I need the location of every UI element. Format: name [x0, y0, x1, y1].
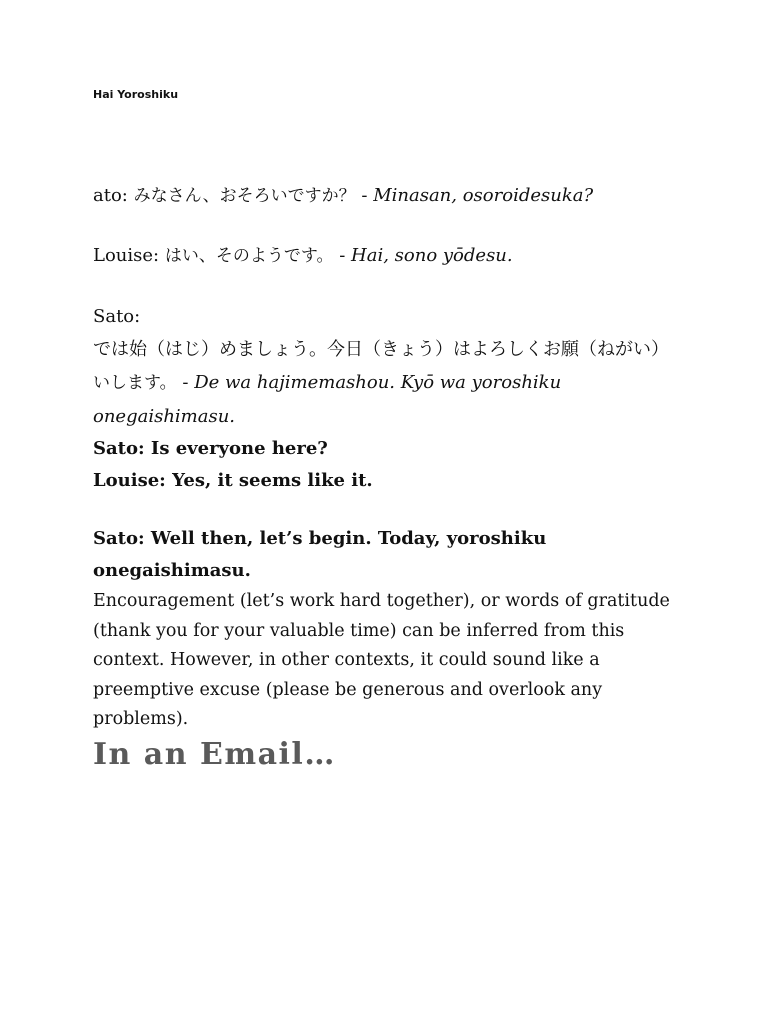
speaker-label: Louise:: [93, 245, 160, 266]
commentary-paragraph: Encouragement (let’s work hard together), or words of gratitude (thank you for your valuable time) can be inferred from this context. However, in other contexts, it could sound like a preemptive excuse (please be generous and overlook any problems).: [93, 591, 670, 729]
japanese-romaji-row-2: [93, 366, 683, 400]
translation-line-3-row-1: Sato: Well then, let’s begin. Today, yoroshiku: [93, 528, 547, 549]
translation-line-1: Sato: Is everyone here?: [93, 438, 328, 459]
romaji-text: Minasan, osoroidesuka?: [373, 185, 594, 206]
document-body: [93, 180, 683, 775]
dialogue-line-2: [93, 240, 683, 272]
separator: -: [361, 185, 368, 206]
translation-line-3: [93, 523, 683, 587]
translation-line-2: Louise: Yes, it seems like it.: [93, 470, 373, 491]
speaker-label: Sato:: [93, 306, 141, 327]
romaji-text-row-2: onegaishimasu.: [93, 406, 236, 427]
romaji-text-row-1: De wa hajimemashou. Kyō wa yoroshiku: [194, 372, 562, 393]
running-header: Hai Yoroshiku: [93, 88, 179, 101]
japanese-text-row-1: では始（はじ）めましょう。今日（きょう）はよろしくお願（ねがい）: [93, 339, 669, 360]
romaji-text: Hai, sono yōdesu.: [351, 245, 513, 266]
separator: -: [182, 372, 189, 393]
section-heading: In an Email…: [93, 736, 336, 772]
japanese-text: みなさん、おそろいですか？: [133, 186, 356, 206]
separator: -: [339, 245, 346, 266]
japanese-text: はい、そのようです。: [164, 246, 334, 266]
translation-line-3-row-2: onegaishimasu.: [93, 560, 251, 581]
japanese-text-row-2: いします。: [93, 373, 177, 393]
dialogue-line-1: [93, 180, 683, 212]
dialogue-line-3: [93, 300, 683, 433]
speaker-label: ato:: [93, 185, 128, 206]
